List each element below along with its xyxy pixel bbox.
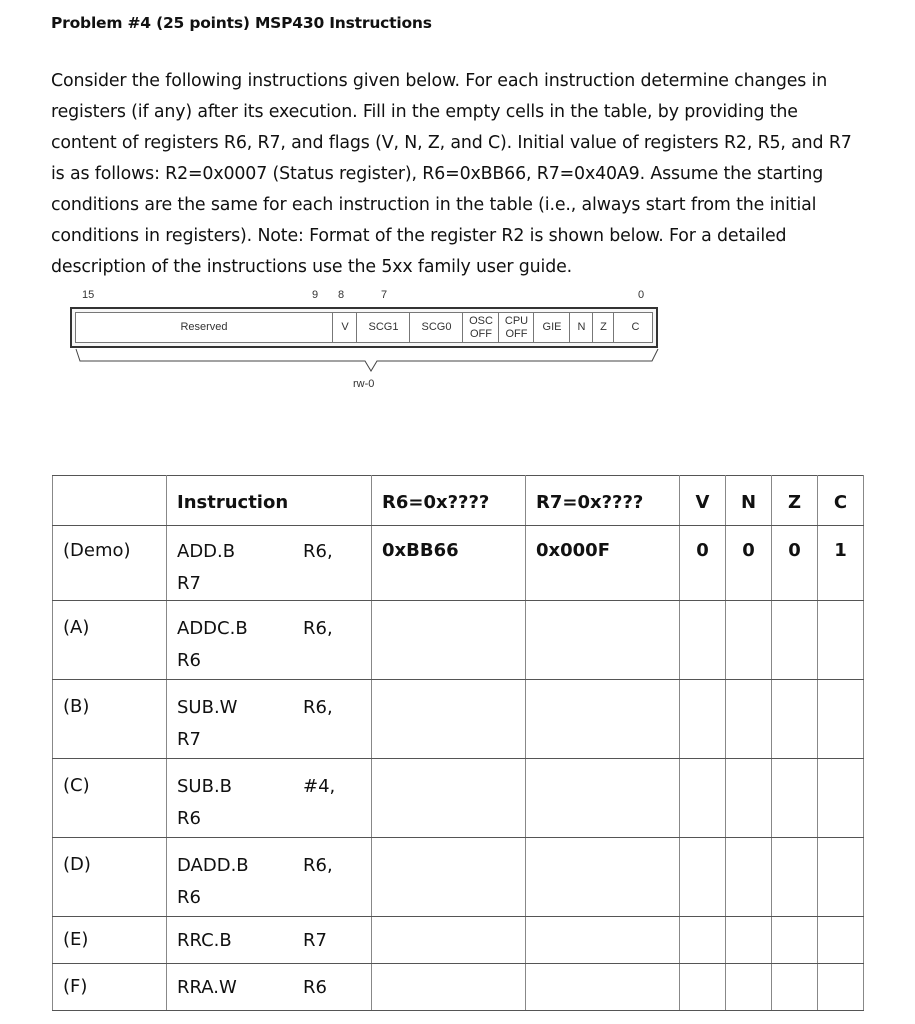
- z-cell: 0: [772, 526, 818, 601]
- instruction-cell: [167, 838, 372, 917]
- operand-dst: R7: [177, 729, 201, 750]
- intro-line: content of registers R6, R7, and flags (V, N, Z, and C). Initial value of registers R2, R5, and R7: [51, 133, 852, 153]
- operand-src: R6,: [303, 541, 333, 562]
- r7-input-cell[interactable]: [526, 917, 680, 964]
- operand-src: R6,: [303, 618, 333, 639]
- n-cell: 0: [726, 526, 772, 601]
- c-input-cell[interactable]: [818, 964, 864, 1011]
- z-field: Z: [592, 313, 614, 342]
- r6-input-cell[interactable]: [372, 917, 526, 964]
- c-input-cell[interactable]: [818, 917, 864, 964]
- intro-line: Consider the following instructions given below. For each instruction determine changes in: [51, 71, 828, 91]
- mnemonic: ADDC.B: [177, 618, 248, 639]
- n-field: N: [569, 313, 593, 342]
- intro-line: description of the instructions use the 5xx family user guide.: [51, 257, 573, 277]
- header-z: Z: [772, 476, 818, 526]
- r7-input-cell[interactable]: [526, 759, 680, 838]
- intro-line: conditions in registers). Note: Format of the register R2 is shown below. For a detailed: [51, 226, 787, 246]
- n-input-cell[interactable]: [726, 917, 772, 964]
- intro-line: conditions are the same for each instruction in the table (i.e., always start from the initial: [51, 195, 817, 215]
- r7-input-cell[interactable]: [526, 964, 680, 1011]
- mnemonic: DADD.B: [177, 855, 249, 876]
- header-c: C: [818, 476, 864, 526]
- r6-input-cell[interactable]: [372, 838, 526, 917]
- row-label: (A): [53, 601, 167, 680]
- register-box: [70, 307, 658, 348]
- mnemonic: ADD.B: [177, 541, 236, 562]
- oscoff-label-top: OSC: [469, 314, 493, 327]
- z-input-cell[interactable]: [772, 601, 818, 680]
- c-input-cell[interactable]: [818, 838, 864, 917]
- row-label: (F): [53, 964, 167, 1011]
- z-input-cell[interactable]: [772, 917, 818, 964]
- header-label: [53, 476, 167, 526]
- v-input-cell[interactable]: [680, 917, 726, 964]
- c-input-cell[interactable]: [818, 680, 864, 759]
- row-label: (B): [53, 680, 167, 759]
- v-cell: 0: [680, 526, 726, 601]
- r6-input-cell[interactable]: [372, 759, 526, 838]
- operand-dst: R6: [177, 650, 201, 671]
- row-label: (D): [53, 838, 167, 917]
- instruction-table: [52, 475, 864, 1011]
- r6-input-cell[interactable]: [372, 680, 526, 759]
- header-n: N: [726, 476, 772, 526]
- cpuoff-label-bottom: OFF: [505, 327, 528, 340]
- table-row-a: [53, 601, 864, 680]
- header-r6: R6=0x????: [372, 476, 526, 526]
- n-input-cell[interactable]: [726, 759, 772, 838]
- row-label: (C): [53, 759, 167, 838]
- r7-input-cell[interactable]: [526, 601, 680, 680]
- mnemonic: SUB.W: [177, 697, 238, 718]
- bit-label-9: 9: [312, 289, 319, 301]
- oscoff-field: [462, 313, 499, 342]
- n-input-cell[interactable]: [726, 601, 772, 680]
- r6-cell: 0xBB66: [372, 526, 526, 601]
- z-input-cell[interactable]: [772, 759, 818, 838]
- intro-line: registers (if any) after its execution. Fill in the empty cells in the table, by providing the: [51, 102, 798, 122]
- z-input-cell[interactable]: [772, 964, 818, 1011]
- instruction-cell: [167, 759, 372, 838]
- scg1-field: SCG1: [356, 313, 410, 342]
- reserved-field: Reserved: [180, 321, 228, 333]
- instruction-cell: [167, 601, 372, 680]
- z-input-cell[interactable]: [772, 838, 818, 917]
- n-input-cell[interactable]: [726, 838, 772, 917]
- operand: R7: [303, 930, 327, 951]
- operand: R6: [303, 977, 327, 998]
- status-register-diagram: [70, 289, 665, 389]
- table-row-c: [53, 759, 864, 838]
- v-input-cell[interactable]: [680, 759, 726, 838]
- problem-description: [51, 66, 871, 283]
- operand-src: #4,: [303, 776, 336, 797]
- z-input-cell[interactable]: [772, 680, 818, 759]
- r6-input-cell[interactable]: [372, 601, 526, 680]
- table-row-demo: [53, 526, 864, 601]
- c-input-cell[interactable]: [818, 601, 864, 680]
- r7-cell: 0x000F: [526, 526, 680, 601]
- bit-label-15: 15: [82, 289, 95, 301]
- operand-dst: R7: [177, 573, 201, 594]
- v-input-cell[interactable]: [680, 680, 726, 759]
- c-cell: 1: [818, 526, 864, 601]
- operand-dst: R6: [177, 808, 201, 829]
- row-label: (Demo): [53, 526, 167, 601]
- v-input-cell[interactable]: [680, 838, 726, 917]
- cpuoff-field: [498, 313, 534, 342]
- access-label: rw-0: [353, 378, 375, 390]
- bit-label-0: 0: [638, 289, 645, 301]
- r6-input-cell[interactable]: [372, 964, 526, 1011]
- cpuoff-label-top: CPU: [504, 314, 529, 327]
- instruction-cell: [167, 680, 372, 759]
- instruction-cell: [167, 526, 372, 601]
- mnemonic: RRC.B: [177, 930, 232, 951]
- c-field: C: [613, 313, 657, 342]
- mnemonic: SUB.B: [177, 776, 233, 797]
- v-input-cell[interactable]: [680, 601, 726, 680]
- bit-label-7: 7: [381, 289, 388, 301]
- oscoff-label-bottom: OFF: [470, 327, 492, 340]
- table-row-d: [53, 838, 864, 917]
- table-row-b: [53, 680, 864, 759]
- gie-field: GIE: [533, 313, 570, 342]
- operand-src: R6,: [303, 855, 333, 876]
- r7-input-cell[interactable]: [526, 838, 680, 917]
- row-label: (E): [53, 917, 167, 964]
- n-input-cell[interactable]: [726, 964, 772, 1011]
- problem-title: Problem #4 (25 points) MSP430 Instructions: [51, 14, 432, 32]
- r7-input-cell[interactable]: [526, 680, 680, 759]
- n-input-cell[interactable]: [726, 680, 772, 759]
- scg0-field: SCG0: [409, 313, 463, 342]
- header-v: V: [680, 476, 726, 526]
- v-input-cell[interactable]: [680, 964, 726, 1011]
- header-instruction: Instruction: [167, 476, 372, 526]
- bit-label-8: 8: [338, 289, 345, 301]
- c-input-cell[interactable]: [818, 759, 864, 838]
- table-header-row: [53, 476, 864, 526]
- intro-line: is as follows: R2=0x0007 (Status register), R6=0xBB66, R7=0x40A9. Assume the starting: [51, 164, 824, 184]
- operand-dst: R6: [177, 887, 201, 908]
- operand-src: R6,: [303, 697, 333, 718]
- v-field: V: [332, 313, 357, 342]
- mnemonic: RRA.W: [177, 977, 237, 998]
- header-r7: R7=0x????: [526, 476, 680, 526]
